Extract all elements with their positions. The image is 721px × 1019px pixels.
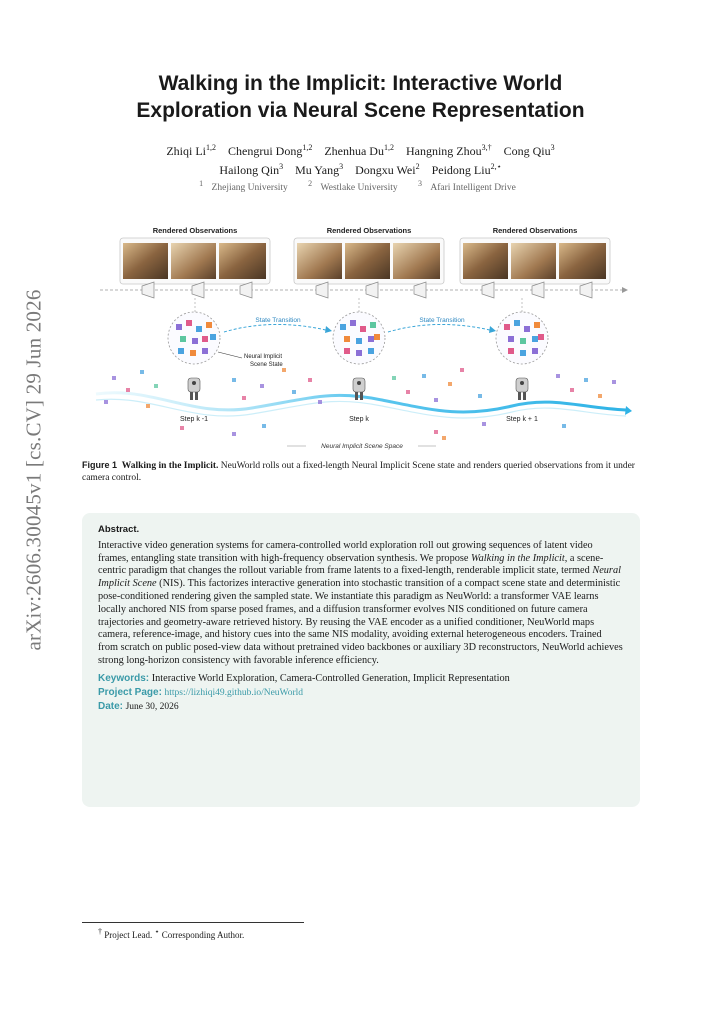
scene-space-label: Neural Implicit Scene Space xyxy=(321,443,403,450)
figure-1 xyxy=(82,218,640,454)
keywords-label: Keywords: xyxy=(98,672,150,684)
date xyxy=(98,700,624,714)
date-value: June 30, 2026 xyxy=(125,701,179,712)
caption-text: NeuWorld rolls out a fixed-length Neural Implicit Scene state and renders queried observations from it under camera control. xyxy=(82,461,635,483)
step-label-prev: Step k -1 xyxy=(179,416,209,423)
paper-title xyxy=(80,70,641,124)
author-list xyxy=(80,140,641,178)
date-label: Date: xyxy=(98,700,124,712)
title-line-2: Exploration via Neural Scene Representation xyxy=(136,99,585,122)
keywords-value: Interactive World Exploration, Camera-Controlled Generation, Implicit Representation xyxy=(151,672,510,684)
agent-robot-3 xyxy=(516,378,528,400)
state-transition-1 xyxy=(224,317,332,333)
author: Zhenhua Du$^{1,2}$ xyxy=(324,143,394,158)
author: Peidong Liu$^{2,⋆}$ xyxy=(431,162,502,177)
state-transition-label: State Transition xyxy=(255,317,301,324)
author: Cong Qiu$^3$ xyxy=(503,143,555,158)
nis-label-line-1: Neural Implicit xyxy=(244,354,283,360)
state-transition-2 xyxy=(388,317,496,333)
author: Dongxu Wei$^2$ xyxy=(355,162,420,177)
step-label-cur: Step k xyxy=(349,416,369,423)
author: Mu Yang$^3$ xyxy=(295,162,344,177)
rendered-observations-panel-1 xyxy=(120,226,270,284)
scene-space-flow xyxy=(96,393,632,418)
project-page-label: Project Page: xyxy=(98,686,162,698)
keywords xyxy=(98,672,624,686)
nis-state-k-plus-1 xyxy=(496,312,548,364)
agent-robot-1 xyxy=(188,378,200,400)
abstract-text: Interactive video generation systems for camera-controlled world exploration roll out growing sequences of latent video frames, entangling state transition with high-frequency observation synthesis. We propose Walking in the Implicit, a scene-centric paradigm that changes the rollout variable from frame latents to a fixed-length, renderable implicit state, termed Neural Implicit Scene (NIS). This factorizes interactive generation into stochastic transition of a compact scene state and deterministic pose-conditioned rendering given the sampled state. We instantiate this paradigm as NeuWorld: a transformer VAE learns locally anchored NIS from sparse posed frames, and a diffusion transformer evolves NIS conditioned on future camera trajectories and geometry-aware retrieved history. By reusing the VAE encoder as a unified conditioner, NeuWorld maps camera, reference-image, and history cues into the same NIS modality, avoiding external heterogeneous encoders. Trained from scratch on public posed-view data without pretrained video backbones or auxiliary 3D reconstructors, NeuWorld achieves strong long-horizon consistency with favorable inference efficiency. xyxy=(98,539,623,666)
step-label-next: Step k + 1 xyxy=(506,416,538,423)
author: Zhiqi Li$^{1,2}$ xyxy=(166,143,216,158)
author-row-2 xyxy=(80,159,641,178)
author: Hailong Qin$^3$ xyxy=(219,162,284,177)
panel-title: Rendered Observations xyxy=(326,226,412,235)
caption-title: Walking in the Implicit. xyxy=(121,461,219,471)
affiliations xyxy=(80,179,641,193)
abstract-heading: Abstract. xyxy=(98,524,140,535)
affiliation: $^1$ Zhejiang University xyxy=(199,179,288,194)
nis-label xyxy=(218,352,283,368)
caption-label: Figure 1 xyxy=(82,460,118,470)
rendered-observations-panel-3 xyxy=(460,226,610,284)
project-page xyxy=(98,686,624,700)
nis-state-k-minus-1 xyxy=(168,312,220,364)
footnote: † Project Lead. ⋆ Corresponding Author. xyxy=(98,927,245,940)
abstract-box xyxy=(82,513,640,807)
nis-state-k xyxy=(333,312,385,364)
panel-title: Rendered Observations xyxy=(152,226,238,235)
figure-caption xyxy=(82,459,642,484)
author: Hangning Zhou$^{3,\dagger}$ xyxy=(405,143,492,158)
affiliation: $^3$ Afari Intelligent Drive xyxy=(417,179,516,194)
footnote-rule xyxy=(82,922,304,923)
author-row-1 xyxy=(80,140,641,159)
panel-title: Rendered Observations xyxy=(492,226,578,235)
author: Chengrui Dong$^{1,2}$ xyxy=(228,143,313,158)
arxiv-stamp: arXiv:2606.30045v1 [cs.CV] 29 Jun 2026 xyxy=(21,289,46,651)
affiliation: $^2$ Westlake University xyxy=(308,179,398,194)
title-line-1: Walking in the Implicit: Interactive World xyxy=(158,72,563,95)
state-transition-label: State Transition xyxy=(419,317,465,324)
nis-label-line-2: Scene State xyxy=(250,362,283,368)
project-page-link[interactable]: https://lizhiqi49.github.io/NeuWorld xyxy=(164,687,304,698)
rendered-observations-panel-2 xyxy=(294,226,444,284)
